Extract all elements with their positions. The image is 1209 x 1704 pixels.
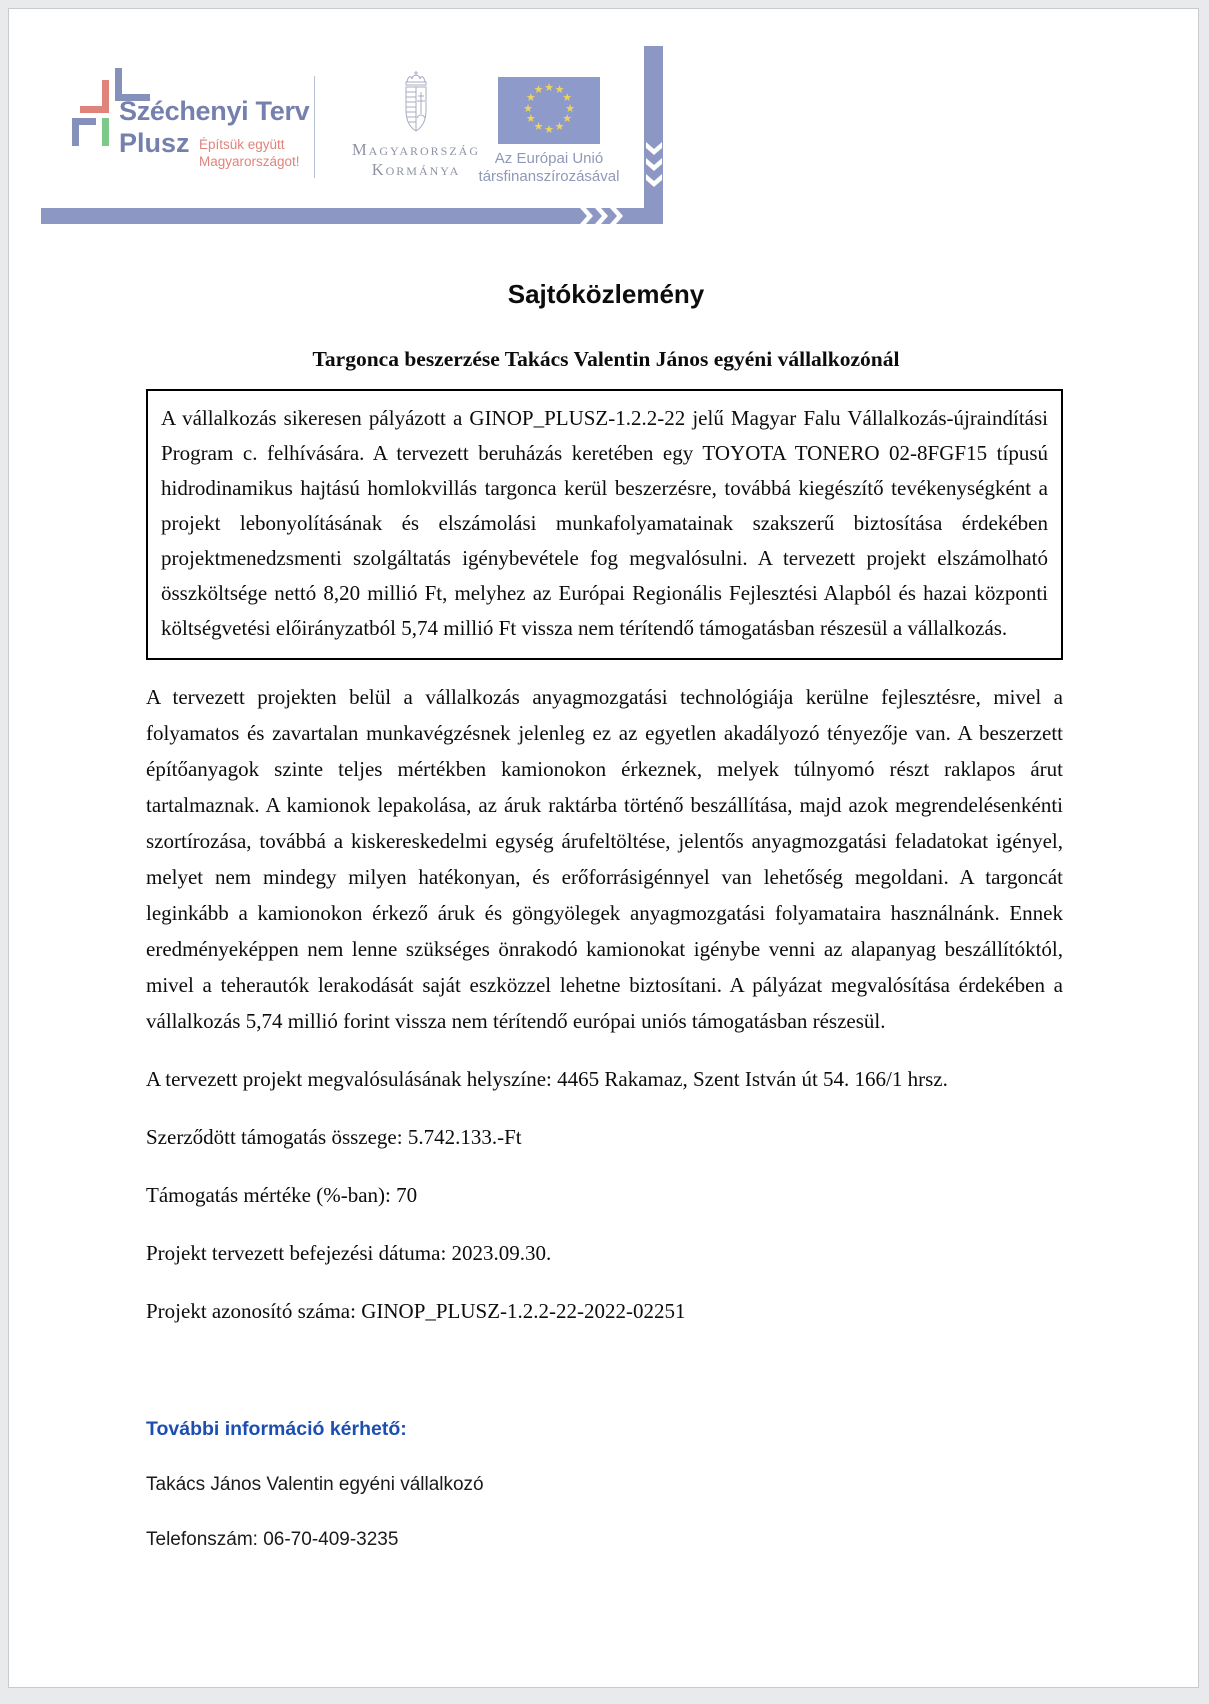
szechenyi-tagline-line2: Magyarországot! [199, 154, 300, 169]
hungarian-coat-of-arms-icon [393, 70, 439, 136]
eu-logo-caption [465, 150, 633, 186]
page-title: Sajtóközlemény [507, 279, 705, 309]
project-location-line: A tervezett projekt megvalósulásának helyszíne: 4465 Rakamaz, Szent István út 54. 166/1 hrsz. [146, 1067, 948, 1091]
chevron-down-icon [646, 142, 662, 155]
eu-star-icon: ★ [533, 84, 544, 97]
eu-star-icon: ★ [544, 123, 554, 136]
chevron-right-icon [610, 208, 623, 224]
completion-date-line: Projekt tervezett befejezési dátuma: 2023.09.30. [146, 1241, 552, 1265]
body-paragraph: A tervezett projekten belül a vállalkozás anyagmozgatási technológiája kerülne fejlesztésre, mivel a folyamatos és zavartalan munkavégzésnek jelenleg ez az egyetlen akadályozó tényezője van. A beszerzett építőanyagok szinte teljes mértékben kamionokon érkeznek, melyek túlnyomó részt raklapos árut tartalmaznak. A kamionok lepakolása, az áruk raktárba történő beszállítása, majd azok megrendelésenkénti szortírozása, továbbá a kiskereskedelmi egység árufeltöltése, jelentős anyagmozgatási feladatokat igényel, melyet nem mindegy milyen hatékonyan, és erőforrásigénnyel van lehetőség megoldani. A targoncát leginkább a kamionokon érkező áruk és göngyölegek anyagmozgatási folyamataira használnánk. Ennek eredményeképpen nem lenne szükséges önrakodó kamionokat igénybe venni az alapanyag beszállítóktól, mivel a teherautók lerakodását saját eszközzel lehetne biztosítani. A pályázat megvalósítása érdekében a vállalkozás 5,74 millió forint vissza nem térítendő európai uniós támogatásban részesül. [146, 685, 1063, 1033]
eu-flag [498, 77, 600, 144]
szechenyi-logo-tagline [199, 136, 300, 170]
header-banner-vertical [644, 46, 663, 224]
lead-summary-box: A vállalkozás sikeresen pályázott a GINOP_PLUSZ-1.2.2-22 jelű Magyar Falu Vállalkozás-újraindítási Program c. felhívására. A tervezett beruházás keretében egy TOYOTA TONERO 02-8FGF15 típusú hidrodinamikus hajtású homlokvillás targonca kerül beszerzésre, továbbá kiegészítő tevékenységként a projekt lebonyolításának és elszámolási munkafolyamatainak szakszerű biztosítása érdekében projektmenedzsmenti szolgáltatás igénybevétele fog megvalósulni. A tervezett projekt elszámolható összköltsége nettó 8,20 millió Ft, melyhez az Európai Regionális Fejlesztési Alapból és hazai központi költségvetési előirányzatból 5,74 millió Ft vissza nem térítendő támogatásban részesül a vállalkozás. [146, 389, 1063, 660]
press-release-page [8, 8, 1199, 1688]
szechenyi-terv-plusz-logo [59, 66, 344, 211]
eu-star-icon: ★ [523, 102, 533, 115]
chevron-down-icon [646, 174, 662, 187]
contact-phone-line: Telefonszám: 06-70-409-3235 [146, 1529, 399, 1550]
banner-chevrons-right [580, 208, 623, 224]
project-id-line: Projekt azonosító száma: GINOP_PLUSZ-1.2.2-22-2022-02251 [146, 1299, 686, 1323]
banner-chevrons-down [645, 142, 662, 187]
page-subtitle: Targonca beszerzése Takács Valentin János egyéni vállalkozónál [312, 347, 900, 371]
chevron-right-icon [580, 208, 593, 224]
eu-cofinancing-logo [465, 77, 633, 186]
support-rate-line: Támogatás mértéke (%-ban): 70 [146, 1183, 418, 1207]
contact-name-line: Takács János Valentin egyéni vállalkozó [146, 1474, 484, 1495]
eu-star-icon: ★ [565, 102, 575, 115]
government-logo-line1: Magyarország [351, 140, 480, 159]
contracted-support-line: Szerződött támogatás összege: 5.742.133.-Ft [146, 1125, 522, 1149]
logo-divider [314, 76, 315, 178]
eu-star-icon: ★ [525, 92, 536, 104]
eu-star-icon: ★ [562, 92, 573, 104]
header-banner-horizontal [41, 208, 663, 224]
eu-star-icon: ★ [554, 84, 565, 97]
header-logo-block [41, 46, 663, 224]
eu-star-icon: ★ [562, 113, 573, 125]
szechenyi-logo-name-line1: Széchenyi Terv [119, 96, 310, 126]
eu-caption-line2: társfinanszírozásával [478, 168, 620, 185]
szechenyi-tagline-line1: Építsük együtt [199, 137, 285, 152]
document-content [146, 679, 1063, 1552]
eu-star-icon: ★ [554, 120, 565, 133]
government-logo-line2: Kormánya [371, 160, 461, 179]
szechenyi-logo-name-line2: Plusz [119, 128, 190, 158]
eu-caption-line1: Az Európai Unió [494, 150, 604, 167]
eu-star-icon: ★ [544, 81, 554, 94]
eu-star-icon: ★ [533, 120, 544, 133]
eu-star-icon: ★ [525, 113, 536, 125]
chevron-down-icon [646, 158, 662, 171]
more-info-heading: További információ kérhető: [146, 1418, 407, 1440]
chevron-right-icon [595, 208, 608, 224]
